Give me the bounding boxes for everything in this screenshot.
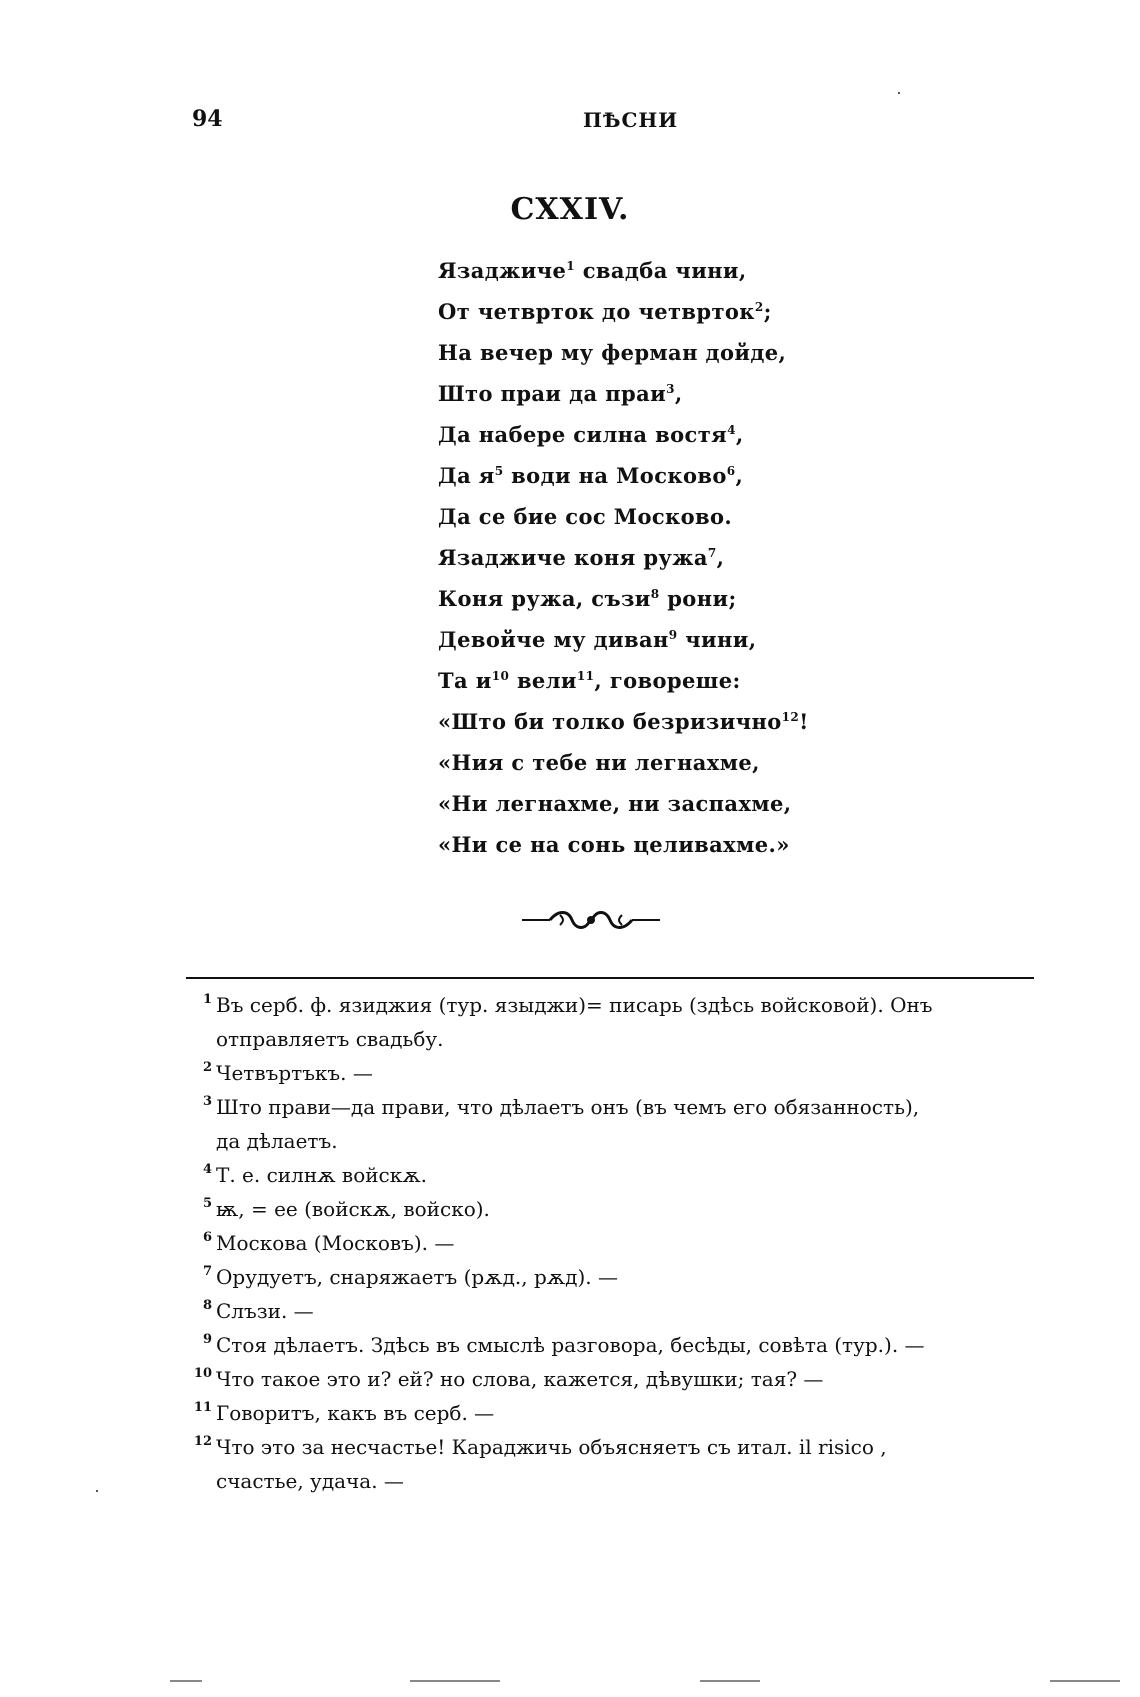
poem-line-text: вели (509, 668, 577, 693)
footnote-marker: 8 (650, 587, 660, 601)
poem-line (438, 791, 858, 832)
poem-line-text: Да я (438, 463, 495, 488)
poem-line (438, 832, 858, 873)
scan-edge-marks (170, 1680, 1130, 1682)
footnote-number: 8 (202, 1298, 212, 1313)
poem-line-text: Што праи да праи (438, 381, 667, 406)
poem-line-text: , говореше: (594, 668, 741, 693)
footnote-number: 5 (202, 1196, 212, 1211)
poem-line-text: Девойче му диван (438, 627, 669, 652)
poem-line-text: ! (799, 709, 809, 734)
footnote (184, 1430, 1044, 1498)
poem-line-text: Та и (438, 668, 492, 693)
footnote (184, 1192, 1044, 1226)
poem-line (438, 627, 858, 668)
footnote-number: 1 (202, 992, 212, 1007)
footnote-text: Четвъртъкъ. — (216, 1061, 373, 1085)
poem-line-text: Да се бие сос Москово. (438, 504, 733, 529)
footnote-marker: 5 (494, 464, 504, 478)
poem-line (438, 340, 858, 381)
footnote-text: Москова (Московъ). — (216, 1231, 455, 1255)
poem-line (438, 258, 858, 299)
footnote-number: 2 (202, 1060, 212, 1075)
poem-line-text: «Ни легнахме, ни заспахме, (438, 791, 792, 816)
footnote-text: Орудуетъ, снаряжаетъ (рѫд., рѫд). — (216, 1265, 618, 1289)
footnote (184, 1158, 1044, 1192)
footnote-text: отправляетъ свадьбу. (216, 1027, 444, 1051)
poem-line (438, 545, 858, 586)
poem-line (438, 586, 858, 627)
poem-line-text: Коня ружа, съзи (438, 586, 651, 611)
poem-line-text: «Што би толко безризично (438, 709, 782, 734)
footnote-text: Что это за несчастье! Караджичь объясняетъ съ итал. il risico , (216, 1435, 887, 1459)
footnote (184, 1362, 1044, 1396)
footnote-marker: 10 (491, 669, 510, 683)
footnote-marker: 4 (727, 423, 736, 437)
footnote-marker: 9 (668, 628, 678, 642)
footnote-text: Въ серб. ф. язиджия (тур. языджи)= писарь (здѣсь войсковой). Онъ (216, 993, 933, 1017)
footnote-marker: 3 (666, 382, 675, 396)
footnote-text: Што прави—да прави, что дѣлаетъ онъ (въ чемъ его обязанность), (216, 1095, 920, 1119)
page-number: 94 (192, 106, 223, 132)
scan-speck (898, 92, 900, 94)
running-head: ПѢСНИ (583, 108, 679, 132)
poem-line (438, 709, 858, 750)
poem-line (438, 668, 858, 709)
footnote-marker: 1 (566, 259, 575, 273)
footnote-text: Стоя дѣлаетъ. Здѣсь въ смыслѣ разговора, бесѣды, совѣта (тур.). — (216, 1333, 925, 1357)
poem-line-text: Язаджиче коня ружа (438, 545, 708, 570)
footnote (184, 988, 1044, 1056)
poem-line-text: рони; (659, 586, 737, 611)
footnote-number: 10 (193, 1366, 212, 1381)
poem-line-text: На вечер му ферман дойде, (438, 340, 787, 365)
footnote-number: 7 (202, 1264, 212, 1279)
footnote-marker: 7 (707, 546, 717, 560)
poem-line-text: свадба чини, (575, 258, 747, 283)
footnote (184, 1260, 1044, 1294)
poem-line-text: Язаджиче (438, 258, 567, 283)
footnote-rule (186, 977, 1034, 979)
footnote-text: да дѣлаетъ. (216, 1129, 338, 1153)
poem-line-text: , (735, 422, 744, 447)
poem-line-text: Да набере силна востя (438, 422, 728, 447)
poem-line-text: ; (763, 299, 772, 324)
footnote (184, 1294, 1044, 1328)
footnote (184, 1396, 1044, 1430)
footnote-text: Т. е. силнѫ войскѫ. (216, 1163, 428, 1187)
footnote-number: 4 (202, 1162, 212, 1177)
poem-line-text: води на Москово (503, 463, 727, 488)
footnote (184, 1328, 1044, 1362)
footnote-number: 9 (202, 1332, 212, 1347)
footnote-number: 3 (202, 1094, 212, 1109)
footnote-marker: 12 (781, 710, 800, 724)
footnote-text: счастье, удача. — (216, 1469, 404, 1493)
poem (438, 258, 858, 873)
footnote-text: Слъзи. — (216, 1299, 314, 1323)
poem-line (438, 504, 858, 545)
song-number: CXXIV. (510, 192, 630, 227)
poem-line-text: чини, (677, 627, 757, 652)
poem-line-text: , (716, 545, 725, 570)
footnote-marker: 6 (726, 464, 736, 478)
poem-line-text: От четврток до четврток (438, 299, 755, 324)
footnote-marker: 11 (576, 669, 595, 683)
footnote-number: 11 (193, 1400, 212, 1415)
poem-line-text: , (674, 381, 683, 406)
footnote-number: 12 (193, 1434, 212, 1449)
footnote (184, 1056, 1044, 1090)
poem-line-text: «Ни се на сонь целивахме.» (438, 832, 790, 857)
footnote-text: Говоритъ, какъ въ серб. — (216, 1401, 495, 1425)
poem-line (438, 381, 858, 422)
poem-line-text: , (735, 463, 744, 488)
poem-line (438, 463, 858, 504)
scan-speck (96, 1490, 98, 1492)
ornament-divider (520, 905, 662, 935)
poem-line-text: «Ния с тебе ни легнахме, (438, 750, 760, 775)
footnotes (184, 988, 1044, 1498)
footnote-marker: 2 (754, 300, 764, 314)
footnote-number: 6 (202, 1230, 212, 1245)
footnote-text: ѭ, = ее (войскѫ, войско). (216, 1197, 490, 1221)
poem-line (438, 750, 858, 791)
poem-line (438, 299, 858, 340)
footnote (184, 1226, 1044, 1260)
poem-line (438, 422, 858, 463)
footnote (184, 1090, 1044, 1158)
footnote-text: Что такое это и? ей? но слова, кажется, дѣвушки; тая? — (216, 1367, 824, 1391)
